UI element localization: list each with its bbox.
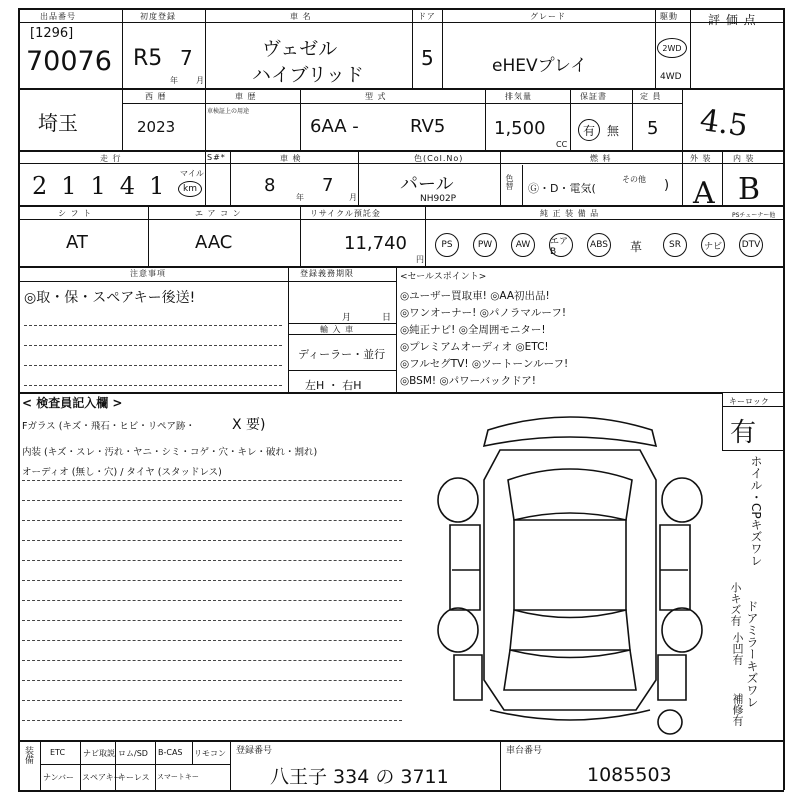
mileage-km-circle: km [178, 181, 202, 197]
inspection-month-mark: 月 [349, 193, 357, 202]
vin: 1085503 [587, 764, 672, 786]
color-change-label: 色替 [505, 174, 514, 190]
equip-airbag: エアB [549, 233, 573, 257]
inspector-interior: 内装 (キズ・スレ・汚れ・ヤニ・シミ・コゲ・穴・キレ・破れ・割れ) [22, 447, 318, 458]
equip-ps: PS [435, 233, 459, 257]
lot-number-label: 出品番号 [40, 12, 76, 21]
footer-equip-rom: ロム/SD [118, 749, 148, 758]
score-value: 4.5 [697, 102, 750, 145]
exterior-grade: A [693, 176, 715, 211]
equip-abs: ABS [587, 233, 611, 257]
footer-equip-plate: ナンバー [43, 773, 75, 782]
inspection-label: 車 検 [280, 154, 302, 163]
equip-pw: PW [473, 233, 497, 257]
exterior-label: 外 装 [690, 154, 712, 163]
month-mark: 月 [196, 76, 204, 85]
inspector-glass: Fガラス (キズ・飛石・ヒビ・リペア跡・ [22, 421, 196, 432]
region: 埼玉 [38, 111, 78, 135]
first-registration-label: 初度登録 [140, 12, 176, 21]
equip-leather: 革 [630, 240, 643, 254]
handwritten-repair: 補修有 [731, 693, 744, 726]
sales-point-line: ◎ワンオーナー! ◎パノラマルーフ! [400, 307, 567, 319]
footer-equip-bcas: B-CAS [158, 748, 183, 757]
recycle-unit: 円 [416, 255, 424, 264]
equipment-label: 純 正 装 備 品 [540, 209, 600, 218]
inspector-audio: オーディオ (無し・穴) / タイヤ (スタッドレス) [22, 467, 222, 478]
inspection-month: 7 [322, 175, 334, 196]
recycle-fee: 11,740 [344, 233, 407, 254]
usage-note: 車検証上の用途 [207, 108, 250, 115]
deadline-day: 日 [382, 313, 392, 323]
equip-sr: SR [663, 233, 687, 257]
warranty-yes-circle: 有 [578, 119, 600, 141]
caution-text: ◎取・保・スペアキー後送! [24, 290, 196, 306]
drive-4wd: 4WD [660, 72, 682, 82]
cc-unit: CC [556, 140, 568, 149]
equip-navi: ナビ [701, 233, 725, 257]
footer-equip-keyless: キーレス [118, 773, 150, 782]
displacement: 1,500 [494, 118, 546, 139]
keylock-label: キーロック [729, 397, 769, 406]
door-label: ドア [418, 12, 436, 21]
sales-point-line: ◎ユーザー買取車! ◎AA初出品! [400, 290, 550, 302]
year-mark: 年 [170, 76, 178, 85]
deadline-month: 月 [342, 313, 352, 323]
sales-point-line: ◎フルセグTV! ◎ツートーンルーフ! [400, 358, 569, 370]
handwritten-small-scratch: 小キズ有 [729, 582, 742, 626]
registration-deadline-label: 登録義務期限 [300, 269, 354, 278]
fuel-close: ) [664, 178, 670, 193]
footer-equip-remote: リモコン [194, 749, 226, 758]
mileage-mile: マイル [180, 169, 204, 178]
equipment-extra-label: PSチューナー他 [732, 212, 776, 219]
score-label: 評 価 点 [708, 13, 757, 27]
ac: AAC [195, 232, 233, 253]
handwritten-wheel: ホイル・CPキズワレ [749, 455, 763, 567]
capacity-label: 定 員 [640, 92, 662, 101]
drive-2wd-circle: 2WD [657, 38, 687, 58]
license-plate: 八王子 334 の 3711 [270, 766, 449, 788]
inspection-year: 8 [264, 175, 276, 196]
model-prefix: 6AA - [310, 116, 359, 137]
car-name-line1: ヴェゼル [262, 38, 338, 60]
footer-equip-etc: ETC [50, 748, 66, 757]
shift: AT [66, 232, 88, 253]
lot-number: 70076 [26, 46, 112, 77]
recycle-label: リサイクル預託金 [310, 209, 381, 218]
shaken-mark: S#* [207, 153, 226, 162]
equip-dtv: DTV [739, 233, 763, 257]
ac-label: エ ア コ ン [195, 209, 242, 218]
car-name-label: 車 名 [290, 12, 312, 21]
registration-era: R5 [133, 46, 163, 71]
sales-point-line: ◎プレミアムオーディオ ◎ETC! [400, 341, 549, 353]
footer-equip-navi-manual: ナビ取説 [83, 749, 115, 758]
dealer-parallel: ディーラー・並行 [298, 348, 386, 361]
inspection-year-mark: 年 [296, 193, 304, 202]
equip-aw: AW [511, 233, 535, 257]
equipment-column-label: 装備 [23, 746, 33, 764]
interior-label: 内 装 [733, 154, 755, 163]
warranty-label: 保証書 [580, 92, 607, 101]
lot-sub-number: [1296] [30, 26, 74, 41]
grade-label: グレード [530, 12, 566, 21]
inspector-title: < 検査員記入欄 > [22, 396, 123, 410]
import-label: 輸 入 車 [320, 325, 355, 334]
mileage-label: 走 行 [100, 154, 122, 163]
fuel-other: その他 [622, 175, 646, 184]
displacement-label: 排気量 [505, 92, 532, 101]
model-code: RV5 [410, 116, 446, 137]
handwritten-mirror: ドアミラーキズワレ [745, 600, 759, 708]
shift-label: シ フ ト [58, 209, 93, 218]
handle-side: 左H ・ 右H [305, 379, 362, 392]
registration-month: 7 [180, 46, 193, 70]
vin-label: 車台番号 [506, 746, 543, 756]
fuel-label: 燃 料 [590, 154, 612, 163]
grade-value: eHEVプレイ [492, 56, 588, 76]
model-label: 型 式 [365, 92, 387, 101]
sales-points-label: <セールスポイント> [400, 272, 487, 282]
year-label: 西 暦 [145, 92, 167, 101]
color: パール [400, 174, 454, 195]
car-diagram [430, 410, 720, 735]
drive-label: 駆動 [660, 12, 678, 21]
footer-equip-smart-key: スマートキー [157, 773, 199, 781]
keylock-value: 有 [730, 418, 757, 448]
color-code: NH902P [420, 194, 457, 204]
sales-point-line: ◎純正ナビ! ◎全周囲モニター! [400, 324, 546, 336]
mileage: 21141 [32, 172, 179, 200]
sales-point-line: ◎BSM! ◎パワーバックドア! [400, 375, 536, 387]
capacity: 5 [647, 118, 659, 139]
footer-equip-spare-key: スペアキー [82, 773, 122, 782]
warranty-no: 無 [607, 124, 620, 138]
caution-label: 注意事項 [130, 269, 166, 278]
inspector-glass-mark: X 要) [232, 417, 266, 433]
car-name-line2: ハイブリッド [252, 64, 364, 86]
color-label: 色(Col.No) [414, 154, 464, 163]
plate-label: 登録番号 [236, 746, 273, 756]
door-count: 5 [421, 46, 434, 70]
history-label: 車 歴 [235, 92, 257, 101]
handwritten-small-dent: 小凹有 [731, 632, 744, 665]
interior-grade: B [738, 172, 761, 207]
model-year: 2023 [137, 118, 176, 136]
fuel-options: Ⓖ・D・電気( [528, 182, 596, 195]
